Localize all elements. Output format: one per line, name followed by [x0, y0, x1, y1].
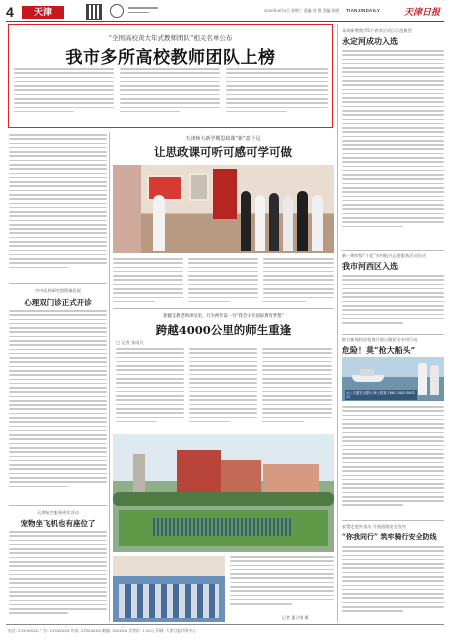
- student-figure: [297, 191, 308, 251]
- right-rule-2: [342, 334, 444, 335]
- footer-info: 电话: 2330XXXX 广告: 2330XXXX 传真: 2330XXXX 邮编: 300XXX 零售价: 1.50元 印刷: 天津日报印务中心: [8, 628, 197, 633]
- left-s2-body: [9, 531, 107, 621]
- display-board-2: [189, 173, 209, 201]
- center-body-col-2: [188, 258, 258, 308]
- middle-byline: □ 记者 张雨凡: [116, 340, 144, 345]
- officer-figure-2: [430, 365, 439, 395]
- middle-rule-top: [113, 308, 334, 309]
- boat-cabin: [360, 369, 374, 376]
- middle-kicker: 新疆支教老师津沽里，只为两年前一句“我会守住国际教育梦想”: [163, 314, 284, 319]
- center-body-col-3: [263, 258, 334, 308]
- classroom-photo-2: [113, 556, 225, 622]
- boat-photo-caption: 水上交通安全提示 海上救援 1861 2005 8832 22: [345, 390, 417, 400]
- right-s2-body: [342, 275, 444, 331]
- right-s1-headline: 永定河成功入选: [342, 36, 398, 46]
- classroom-photo: [113, 165, 334, 253]
- student-figure: [283, 197, 293, 251]
- tower-building: [133, 454, 145, 494]
- date-line: 2020年6月5日 星期三 责编:刘 群 美编:张晓: [264, 8, 340, 13]
- middle-headline: 跨越4000公里的师生重逢: [155, 323, 292, 337]
- right-s3-headline: 危险！莫“抢大船头”: [342, 345, 416, 355]
- left-s2-headline: 宠物坐飞机也有座位了: [20, 519, 96, 528]
- paper-pinyin: TIANJINDAILY: [346, 8, 381, 13]
- student-rows: [119, 584, 219, 618]
- photo-credit: 记者 董立纲 摄: [282, 615, 309, 620]
- right-s3-body: [342, 406, 444, 518]
- left-s1-headline: 心理双门诊正式开诊: [24, 298, 92, 307]
- left-rule-2: [9, 505, 107, 506]
- lead-headline: 我市多所高校教师团队上榜: [65, 48, 276, 68]
- page-number: 4: [6, 4, 14, 20]
- section-badge: [22, 6, 64, 19]
- lead-body-col-1: [14, 68, 114, 124]
- lead-body-col-3: [226, 68, 328, 124]
- right-rule-1: [342, 250, 444, 251]
- lead-kicker: “全国高校黄大年式教师团队”相关名单公布: [108, 34, 233, 42]
- qr-code-icon: [86, 4, 102, 20]
- photo-panel: [113, 165, 141, 253]
- right-s2-headline: 我市河西区入选: [342, 261, 398, 271]
- center-kicker: 天津师大新学期思政课“新”意十足: [185, 136, 261, 142]
- right-s4-kicker: 安警走进外卖员 开展道路安全宣传: [342, 524, 407, 529]
- tree-row: [113, 492, 334, 506]
- left-s1-body: [9, 310, 107, 500]
- student-formation: [153, 518, 293, 536]
- left-col-divider: [109, 132, 110, 622]
- right-s1-kicker: 本周新增我市5个省市区项目示范典型: [342, 28, 412, 33]
- right-rule-3: [342, 520, 444, 521]
- section-label: 天津: [34, 7, 53, 17]
- left-body-top: [9, 134, 107, 280]
- main-building: [177, 450, 221, 498]
- middle-body-col-3: [262, 348, 332, 430]
- right-s4-body: [342, 546, 444, 622]
- right-s2-kicker: 新一期市级“十佳”乡村振兴志愿服务活动启动: [342, 253, 426, 258]
- center-headline: 让思政课可听可感可学可做: [154, 145, 292, 159]
- teacher-figure: [153, 195, 165, 251]
- student-figure: [241, 191, 251, 251]
- center-body-col-1: [113, 258, 183, 308]
- footer-rule: [6, 624, 444, 625]
- right-col-divider: [337, 24, 338, 622]
- red-banner: [213, 169, 237, 219]
- right-s1-body: [342, 50, 444, 246]
- right-s4-headline: “你我同行” 筑牢骑行安全防线: [342, 532, 437, 541]
- student-figure: [312, 195, 323, 251]
- masthead-caption-lines: [128, 7, 158, 13]
- emblem-icon: [110, 4, 124, 18]
- right-s3-kicker: 联合新闻执法检查开展公路安全专项行动: [342, 337, 418, 342]
- display-board: [147, 175, 183, 201]
- campus-photo: [113, 434, 334, 552]
- boat-hull: [352, 375, 384, 382]
- officer-figure: [418, 363, 427, 395]
- left-s2-kicker: 天津航空服务周年活动: [37, 510, 79, 515]
- middle-body-col-1: [116, 348, 184, 430]
- left-rule-1: [9, 283, 107, 284]
- left-s1-kicker: 市中医药研究院附属医院: [34, 288, 82, 293]
- masthead: [6, 4, 444, 22]
- bottom-body: [230, 556, 334, 614]
- boat-photo: [342, 357, 444, 401]
- middle-body-col-2: [189, 348, 257, 430]
- student-figure: [269, 193, 279, 251]
- masthead-rule: [6, 21, 444, 22]
- lead-body-col-2: [120, 68, 220, 124]
- paper-name: 天津日报: [404, 8, 441, 18]
- student-figure: [255, 195, 265, 251]
